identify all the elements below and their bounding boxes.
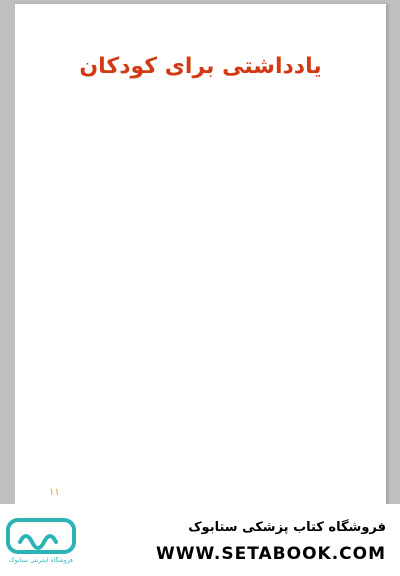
book-page [15, 4, 386, 504]
store-url-link[interactable]: WWW.SETABOOK.COM [156, 544, 386, 564]
setabook-logo-icon [6, 516, 76, 556]
logo-tagline: فروشگاه اینترنتی ستابوک [9, 557, 73, 564]
store-name: فروشگاه کتاب پزشکی ستابوک [188, 520, 386, 535]
page-number: ۱۱ [49, 487, 60, 498]
body-text [49, 100, 352, 110]
page-title: یادداشتی برای کودکان [79, 54, 322, 79]
footer-banner [0, 504, 400, 576]
